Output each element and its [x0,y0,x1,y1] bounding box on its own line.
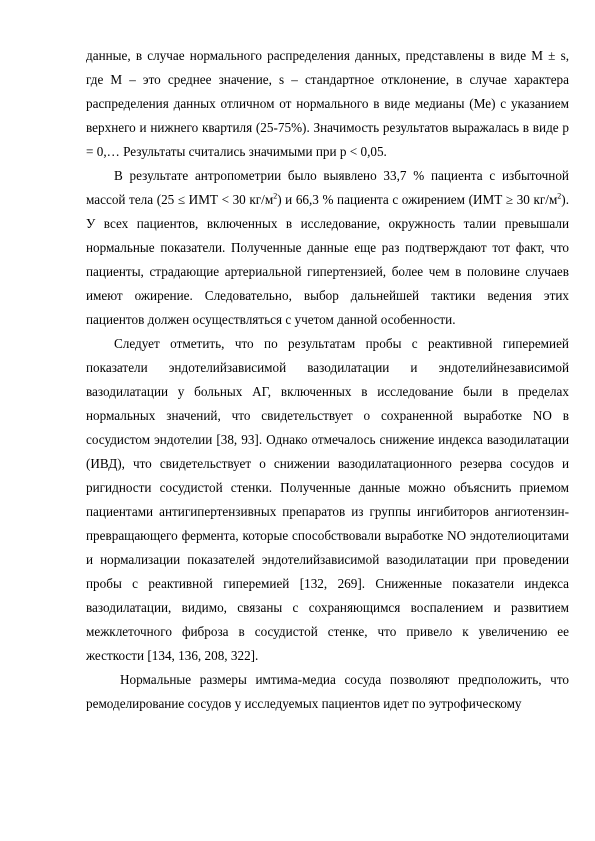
superscript: 2 [273,191,278,201]
text-run: В результате антропометрии было выявлено 33,7 % пациента с избыточной массой тела (25 ≤ ИМТ < 30 кг/м [86,168,569,207]
text-run: ). У всех пациентов, включенных в исследование, окружность талии превышали нормальные показатели. Полученные данные еще раз подтверждают тот факт, что пациенты, страдающие артериальной гипертензией, более чем в половине случаев имеют ожирение. Следовательно, выбор дальнейшей тактики ведения этих пациентов должен осуществляться с учетом данной особенности. [86,192,569,327]
text-run: данные, в случае нормального распределения данных, представлены в виде М ± s, где М – это среднее значение, s – стандартное отклонение, в случае характера распределения данных отличном от нормального в виде медианы (Ме) с указанием верхнего и нижнего квартиля (25-75%). Значимость результатов выражалась в виде р = 0,… Результаты считались значимыми при р < 0,05. [86,48,569,159]
superscript: 2 [557,191,562,201]
paragraph-anthropometry [86,164,569,332]
body-text [86,44,569,716]
paragraph-vasodilation [86,332,569,668]
paragraph-methods-continuation [86,44,569,164]
paragraph-intima-media [86,668,569,716]
text-run: Нормальные размеры имтима-медиа сосуда позволяют предположить, что ремоделирование сосудов у исследуемых пациентов идет по эутрофическому [86,672,569,711]
text-run: Следует отметить, что по результатам пробы с реактивной гиперемией показатели эндотелийзависимой вазодилатации и эндотелийнезависимой вазодилатации у больных АГ, включенных в исследование были в пределах нормальных значений, что свидетельствует о сохраненной выработке NO в сосудистом эндотелии [38, 93]. Однако отмечалось снижение индекса вазодилатации (ИВД), что свидетельствует о снижении вазодилатационного резерва сосудов и ригидности сосудистой стенки. Полученные данные можно объяснить приемом пациентами антигипертензивных препаратов из группы ингибиторов ангиотензин-превращающего фермента, которые способствовали выработке NO эндотелиоцитами и нормализации показателей эндотелийзависимой вазодилатации при проведении пробы с реактивной гиперемией [132, 269]. Сниженные показатели индекса вазодилатации, видимо, связаны с сохраняющимся воспалением и развитием межклеточного фиброза в сосудистой стенке, что привело к увеличению ее жесткости [134, 136, 208, 322]. [86,336,569,663]
text-run: ) и 66,3 % пациента с ожирением (ИМТ ≥ 30 кг/м [277,192,558,207]
